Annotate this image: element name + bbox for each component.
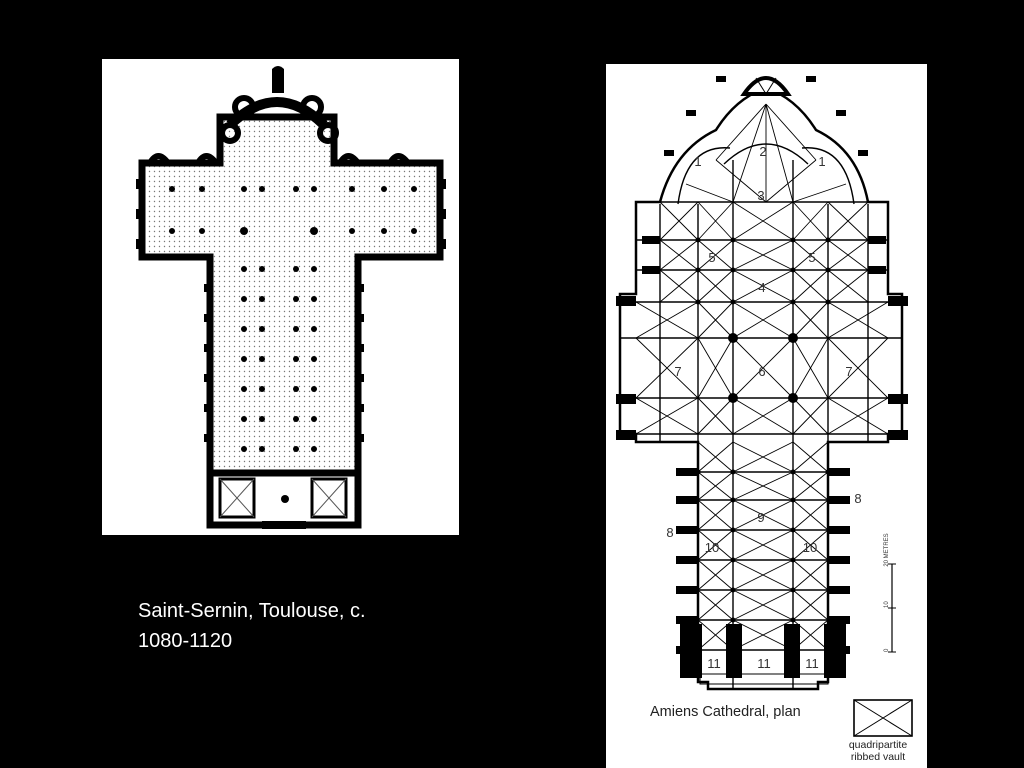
cross-floor [142,117,440,473]
amiens-plan-title: Amiens Cathedral, plan [650,704,801,720]
label-5-right: 5 [808,250,816,265]
amiens-plan-image [606,64,927,768]
label-3: 3 [757,188,765,203]
legend-line-1: quadripartite [848,739,908,751]
legend-vault-symbol [854,700,912,736]
west-facade [210,473,358,529]
scale-label: 20 METRES [884,533,890,567]
saint-sernin-caption [138,596,438,656]
label-7-right: 7 [845,364,853,379]
label-11-right: 11 [805,656,819,671]
label-1-right: 1 [818,154,826,169]
saint-sernin-plan-image [102,59,459,535]
caption-line-1: Saint-Sernin, Toulouse, c. [138,600,366,622]
amiens-outline [620,88,902,689]
legend-line-2: ribbed vault [850,751,906,763]
saint-sernin-plan-drawing [102,59,459,535]
scale-bar [884,533,896,652]
label-9: 9 [757,510,765,525]
label-2: 2 [759,144,767,159]
label-11-left: 11 [707,656,721,671]
label-11-center: 11 [757,656,771,671]
label-1-left: 1 [694,154,702,169]
label-4: 4 [758,280,766,295]
scale-tick-0: 0 [884,648,890,652]
label-8-right: 8 [854,491,862,506]
label-5-left: 5 [708,250,716,265]
label-8-left: 8 [666,525,674,540]
label-6: 6 [758,364,766,379]
label-10-right: 10 [802,540,818,555]
label-7-left: 7 [674,364,682,379]
label-10-left: 10 [704,540,720,555]
scale-tick-10: 10 [884,601,890,608]
caption-line-2: 1080-1120 [138,630,233,652]
amiens-plan-drawing [606,64,927,768]
